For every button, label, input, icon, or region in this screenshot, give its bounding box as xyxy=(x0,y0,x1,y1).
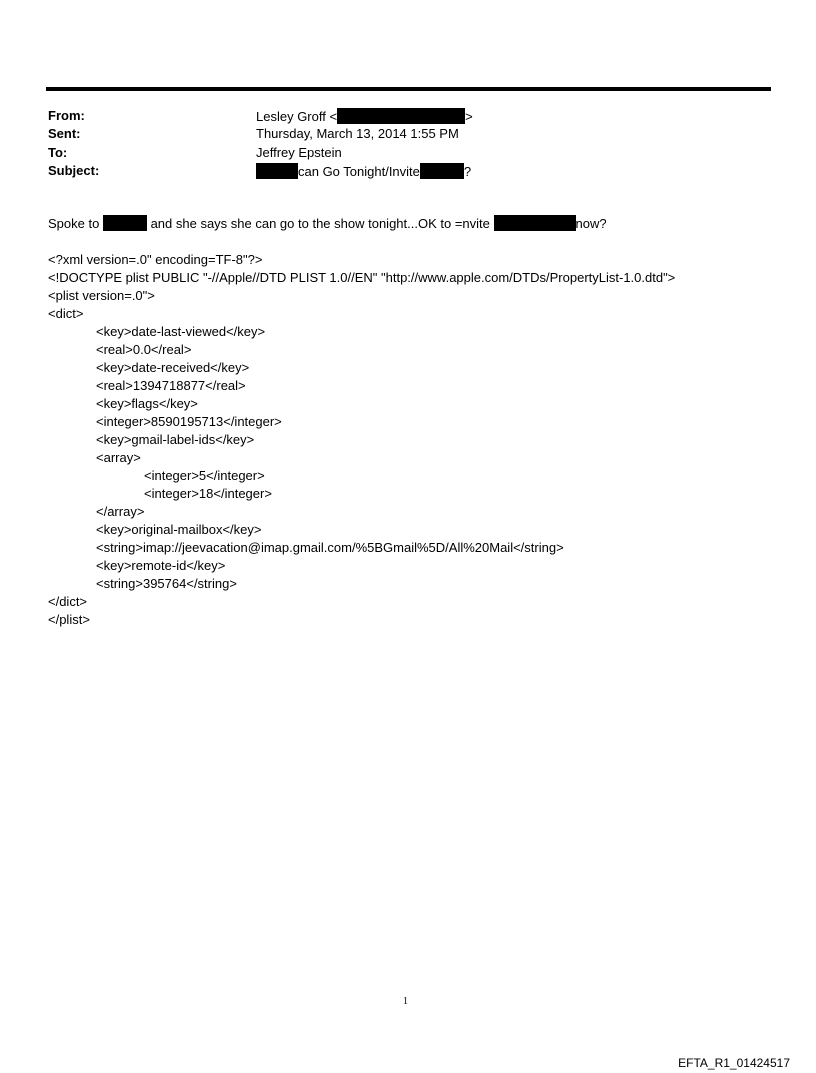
to-label: To: xyxy=(48,145,68,160)
plist-block xyxy=(48,251,675,629)
plist-line: <key>flags</key> xyxy=(96,396,198,411)
subject-mid: can Go Tonight/Invite xyxy=(298,164,420,179)
plist-line: <key>original-mailbox</key> xyxy=(96,522,262,537)
plist-line: <integer>8590195713</integer> xyxy=(96,414,282,429)
plist-line: </plist> xyxy=(48,612,90,627)
subject-label: Subject: xyxy=(48,163,100,178)
plist-line: <plist version=.0"> xyxy=(48,288,155,303)
header-rule xyxy=(46,87,771,91)
from-label: From: xyxy=(48,108,85,123)
plist-line: </array> xyxy=(96,504,145,519)
redaction-box xyxy=(103,215,147,231)
plist-line: <key>remote-id</key> xyxy=(96,558,226,573)
plist-line: <key>date-last-viewed</key> xyxy=(96,324,266,339)
subject-value xyxy=(256,163,471,179)
subject-end: ? xyxy=(463,164,472,179)
email-body xyxy=(48,215,607,231)
sent-label: Sent: xyxy=(48,126,81,141)
body-part-1: Spoke to xyxy=(48,216,100,231)
plist-line: <string>imap://jeevacation@imap.gmail.com/%5BGmail%5D/All%20Mail</string> xyxy=(96,540,564,555)
plist-line: <real>0.0</real> xyxy=(96,342,192,357)
plist-line: </dict> xyxy=(48,594,88,609)
body-part-3: now? xyxy=(575,216,607,231)
plist-line: <string>395764</string> xyxy=(96,576,237,591)
plist-line: <integer>5</integer> xyxy=(144,468,265,483)
from-value xyxy=(256,108,473,124)
redaction-box xyxy=(420,163,464,179)
to-value: Jeffrey Epstein xyxy=(256,145,342,160)
page-number: 1 xyxy=(403,996,408,1007)
redaction-box xyxy=(337,108,465,124)
plist-line: <array> xyxy=(96,450,141,465)
plist-line: <!DOCTYPE plist PUBLIC "-//Apple//DTD PLIST 1.0//EN" "http://www.apple.com/DTDs/PropertyList-1.0.dtd"> xyxy=(48,270,676,285)
from-close: > xyxy=(465,109,473,124)
redaction-box xyxy=(256,163,298,179)
plist-line: <key>date-received</key> xyxy=(96,360,250,375)
plist-line: <dict> xyxy=(48,306,84,321)
redaction-box xyxy=(494,215,576,231)
plist-line: <integer>18</integer> xyxy=(144,486,272,501)
body-part-2: and she says she can go to the show tonight...OK to =nvite xyxy=(150,216,490,231)
from-name: Lesley Groff < xyxy=(256,109,338,124)
sent-value: Thursday, March 13, 2014 1:55 PM xyxy=(256,126,459,141)
plist-line: <real>1394718877</real> xyxy=(96,378,246,393)
document-id: EFTA_R1_01424517 xyxy=(678,1056,790,1070)
plist-line: <key>gmail-label-ids</key> xyxy=(96,432,255,447)
plist-line: <?xml version=.0" encoding=TF-8"?> xyxy=(48,252,263,267)
